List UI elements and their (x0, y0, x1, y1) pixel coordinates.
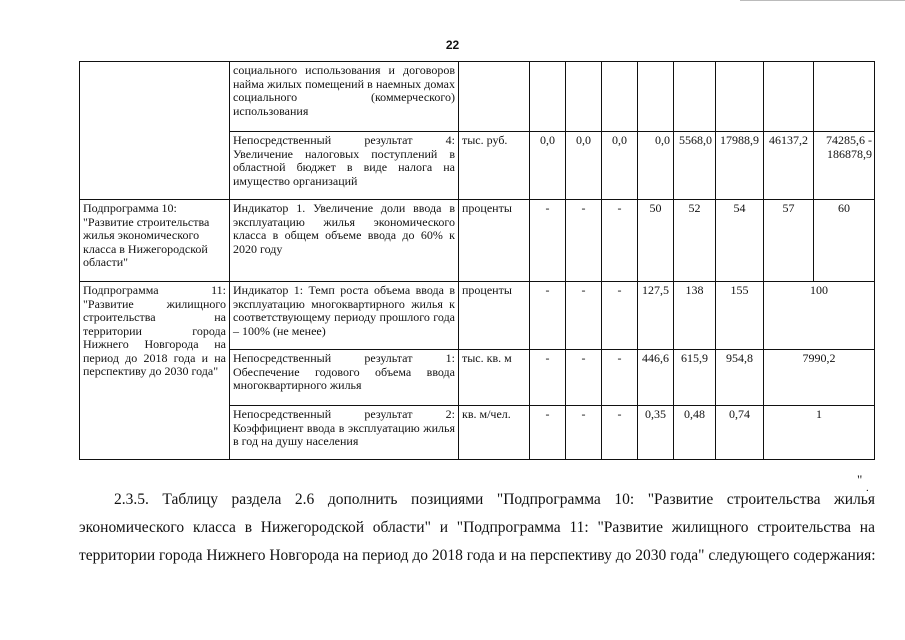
value-cell: 0,74 (716, 406, 764, 460)
value-cell: 446,6 (638, 350, 674, 406)
unit-cell (459, 62, 530, 132)
value-cell: 138 (674, 282, 716, 350)
value-cell: 1 (764, 406, 875, 460)
value-cell: 0,0 (602, 132, 638, 200)
program-cell: Подпрограмма 10: "Развитие строительства жилья экономического класса в Нижегородской области" (80, 200, 230, 282)
indicator-cell: Индикатор 1: Темп роста объема ввода в эксплуатацию многоквартирного жилья к соответствующему периоду прошлого года – 100% (не менее) (230, 282, 459, 350)
indicator-cell: Непосредственный результат 1: Обеспечение годового объема ввода многоквартирного жилья (230, 350, 459, 406)
unit-cell: проценты (459, 200, 530, 282)
value-cell: - (530, 350, 566, 406)
value-cell: 127,5 (638, 282, 674, 350)
value-cell (716, 62, 764, 132)
value-cell: 7990,2 (764, 350, 875, 406)
value-cell: 17988,9 (716, 132, 764, 200)
value-cell: - (602, 282, 638, 350)
indicator-cell: Непосредственный результат 4: Увеличение налоговых поступлений в областной бюджет в виде налога на имущество организаций (230, 132, 459, 200)
page-number: 22 (445, 38, 460, 52)
value-cell: 0,0 (566, 132, 602, 200)
indicator-cell: Непосредственный результат 2: Коэффициент ввода в эксплуатацию жилья в год на душу населения (230, 406, 459, 460)
value-cell (638, 62, 674, 132)
value-cell: 954,8 (716, 350, 764, 406)
value-cell: 5568,0 (674, 132, 716, 200)
unit-cell: тыс. кв. м (459, 350, 530, 406)
closing-dot: . (866, 482, 869, 494)
paragraph-line: 2.3.5. Таблицу раздела 2.6 дополнить позициями "Подпрограмма 10: "Развитие строительства жилья (114, 491, 875, 508)
paragraph-line: экономического класса в Нижегородской области" и "Подпрограмма 11: "Развитие жилищного строительства на (79, 519, 875, 536)
value-cell: 615,9 (674, 350, 716, 406)
value-cell: 0,48 (674, 406, 716, 460)
value-cell: - (602, 200, 638, 282)
table-row (80, 282, 875, 350)
value-cell: 0,0 (638, 132, 674, 200)
paragraph-line: территории города Нижнего Новгорода на период до 2018 года и на перспективу до 2030 года" следующего содержания: (79, 547, 876, 564)
unit-cell: тыс. руб. (459, 132, 530, 200)
value-cell: 60 (814, 200, 875, 282)
indicators-table (79, 61, 875, 460)
value-cell: 74285,6 - 186878,9 (814, 132, 875, 200)
unit-cell: кв. м/чел. (459, 406, 530, 460)
value-cell: 0,35 (638, 406, 674, 460)
value-cell: 54 (716, 200, 764, 282)
value-cell: - (530, 282, 566, 350)
value-cell (602, 62, 638, 132)
value-cell (566, 62, 602, 132)
value-cell: - (602, 350, 638, 406)
top-edge-line (740, 0, 905, 1)
closing-quote: " (857, 472, 863, 487)
value-cell: 0,0 (530, 132, 566, 200)
value-cell: - (566, 406, 602, 460)
value-cell: 155 (716, 282, 764, 350)
program-cell (80, 62, 230, 200)
value-cell: - (530, 200, 566, 282)
value-cell: 50 (638, 200, 674, 282)
value-cell: - (602, 406, 638, 460)
value-cell: - (566, 200, 602, 282)
value-cell: - (566, 350, 602, 406)
program-cell: Подпрограмма 11: "Развитие жилищного строительства на территории города Нижнего Новгорода на период до 2018 года и на перспективу до 2030 года" (80, 282, 230, 460)
table-row (80, 200, 875, 282)
value-cell: - (566, 282, 602, 350)
value-cell: - (530, 406, 566, 460)
value-cell (814, 62, 875, 132)
value-cell: 46137,2 (764, 132, 814, 200)
value-cell (530, 62, 566, 132)
indicator-cell: социального использования и договоров найма жилых помещений в наемных домах социального (коммерческого) использования (230, 62, 459, 132)
value-cell (764, 62, 814, 132)
indicator-cell: Индикатор 1. Увеличение доли ввода в эксплуатацию жилья экономического класса в общем объеме ввода до 60% к 2020 году (230, 200, 459, 282)
amendment-paragraph (79, 486, 875, 570)
table-row (80, 62, 875, 132)
value-cell: 52 (674, 200, 716, 282)
value-cell: 57 (764, 200, 814, 282)
unit-cell: проценты (459, 282, 530, 350)
value-cell (674, 62, 716, 132)
value-cell: 100 (764, 282, 875, 350)
